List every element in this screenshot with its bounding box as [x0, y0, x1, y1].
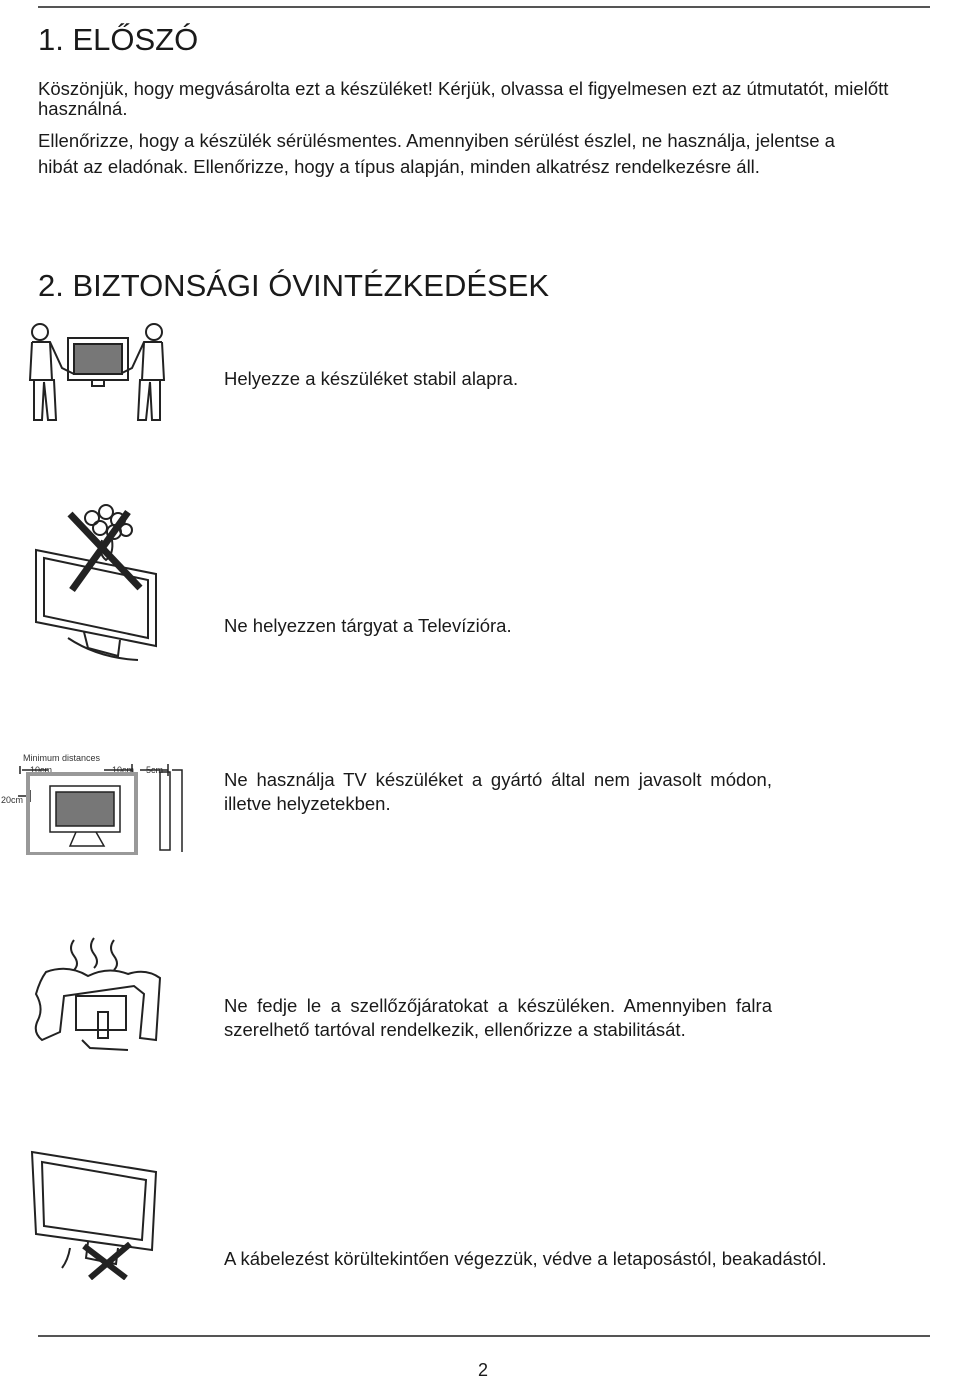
safety-item-2-text: Ne helyezzen tárgyat a Televízióra. — [224, 615, 512, 636]
two-people-carrying-tv-icon — [28, 320, 168, 430]
diagram-side-label: 5cm — [146, 765, 164, 775]
safety-item-5-text: A kábelezést körültekintően végezzük, védve a letaposástól, beakadástól. — [224, 1248, 827, 1269]
foreword-line-2: használná. — [38, 98, 128, 119]
foreword-line-1: Köszönjük, hogy megvásárolta ezt a készüléket! Kérjük, olvassa el figyelmesen ezt az útmutatót, mielőtt — [38, 78, 889, 99]
minimum-distances-icon — [0, 750, 190, 855]
no-objects-on-tv-icon — [28, 498, 168, 666]
covered-tv-vents-icon — [28, 936, 178, 1052]
cable-trip-hazard-icon — [28, 1148, 168, 1280]
page-number: 2 — [478, 1360, 489, 1380]
safety-title: 2. BIZTONSÁGI ÓVINTÉZKEDÉSEK — [38, 268, 550, 303]
safety-item-1-text: Helyezze a készüléket stabil alapra. — [224, 368, 519, 389]
diagram-right-label: 10cm — [112, 765, 135, 775]
safety-item-4-text: Ne fedje le a szellőzőjáratokat a készüléken. Amennyiben falra szerelhető tartóval rendelkezik, ellenőrizze a stabilitását. — [224, 995, 772, 1040]
foreword-line-3: Ellenőrizze, hogy a készülék sérülésmentes. Amennyiben sérülést észlel, ne használja, jelentse a — [38, 130, 835, 151]
diagram-top-label: 10cm — [30, 765, 53, 775]
top-rule — [38, 6, 930, 8]
safety-item-3-text: Ne használja TV készüléket a gyártó által nem javasolt módon, illetve helyzetekben. — [224, 769, 772, 814]
foreword-line-4: hibát az eladónak. Ellenőrizze, hogy a típus alapján, minden alkatrész rendelkezésre áll. — [38, 156, 760, 177]
foreword-title: 1. ELŐSZÓ — [38, 22, 199, 57]
diagram-title: Minimum distances — [23, 753, 101, 763]
diagram-bottom-label: 20cm — [1, 795, 24, 805]
bottom-rule — [38, 1335, 930, 1337]
